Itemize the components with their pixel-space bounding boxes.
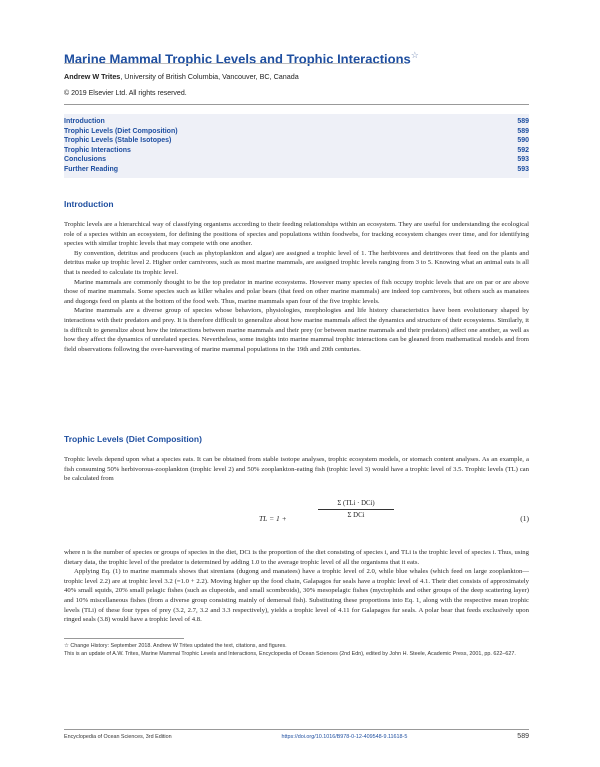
article-title-text: Marine Mammal Trophic Levels and Trophic Interactions: [64, 51, 411, 67]
author-name: Andrew W Trites: [64, 72, 121, 81]
diet-body-intro: [64, 455, 529, 484]
intro-paragraph: Marine mammals are commonly thought to be the top predator in marine ecosystems. However many species of fish occupy trophic levels that are on par or are above those of marine mammals. Some species such as killer whales and polar bears (that feed on other marine mammals) are indeed top carnivores, but others such as manatees and dugongs feed on plants at the bottom of the food web. Thus, marine mammals span four of the five trophic levels.: [64, 278, 529, 305]
doi-link[interactable]: https://doi.org/10.1016/B978-0-12-409548-9.11618-5: [281, 733, 408, 740]
footnote-change-history: ☆ Change History: September 2018. Andrew W Trites updated the text, citations, and figures.: [64, 643, 287, 649]
footnote-divider: [64, 638, 184, 639]
page-number: 589: [517, 733, 529, 740]
diet-paragraph: where n is the number of species or groups of species in the diet, DCi is the proportion of the diet consisting of species i, and TLi is the trophic level of species i. Thus, using dietary data, the trophic level of the predator is determined by adding 1.0 to the average trophic level of all the organisms that it eats.: [64, 549, 529, 566]
diet-paragraph: Trophic levels depend upon what a species eats. It can be obtained from stable isotope analyses, trophic ecosystem models, or stomach content analyses. As an example, a fish consuming 50% herbivorous-zooplankton (trophic level 2) and 50% zooplankton-eating fish (trophic level 3) would have a trophic level of 3.5. Trophic levels (TL) can be calculated from: [64, 456, 529, 483]
diet-paragraph: Applying Eq. (1) to marine mammals shows that sirenians (dugong and manatees) have a trophic level of 2.0, while blue whales (which feed on large zooplankton—trophic level 2.2) are at trophic level 3.2 (=1.0 + 2.2). Moving higher up the food chain, Galapagos fur seals have a trophic level of 4.1. Their diet consists of approximately 40% small squids, 20% small pelagic fishes (such as clupeoids, and small scombroids), 30% mesopelagic fishes (myctophids and other groups of the deep scattering layer) and 10% miscellaneous fishes (from a diverse group consisting mainly of demersal fish). Substituting these proportions into Eq. 1, along with the respective mean trophic levels (TLi) of these four types of prey (3.2, 2.7, 3.2 and 3.3 respectively), yields a trophic level of 4.11 for Galapagos fur seals. A polar bear that feeds exclusively upon ringed seals (3.8) would have a trophic level of 4.8.: [64, 568, 529, 624]
page-footer: [64, 733, 529, 740]
title-footnote-mark[interactable]: ☆: [410, 50, 419, 60]
toc-label: Introduction: [64, 118, 105, 125]
author-affiliation: , University of British Columbia, Vancouver, BC, Canada: [120, 72, 299, 81]
equation-1: [64, 497, 529, 545]
footer-divider: [64, 729, 529, 730]
intro-paragraph: Trophic levels are a hierarchical way of classifying organisms according to their feeding relationships within an ecosystem. They are useful for understanding the ecological role of a species within an ecosystem, for defining the positions of species and populations within foodwebs, for tracking ecosystem changes over time, and for identifying species with similar trophic levels that may compete with one another.: [64, 221, 529, 248]
diet-body-main: [64, 548, 529, 625]
footer-source: Encyclopedia of Ocean Sciences, 3rd Edition: [64, 733, 172, 740]
table-of-contents: [64, 114, 529, 178]
intro-paragraph: By convention, detritus and producers (such as phytoplankton and algae) are assigned a trophic level of 1. The herbivores and detritivores that feed on the plants and detritus make up trophic level 2. Higher order carnivores, such as most marine mammals, are assigned trophic levels ranging from 3 to 5. Knowing what an animal eats is all that is needed to calculate its trophic level.: [64, 249, 529, 276]
toc-label: Trophic Levels (Diet Composition): [64, 127, 178, 135]
section-heading-introduction: Introduction: [64, 199, 114, 209]
toc-page: 592: [517, 146, 529, 154]
toc-label: Conclusions: [64, 156, 107, 164]
toc-item-diet-composition[interactable]: [64, 127, 529, 137]
copyright-notice: © 2019 Elsevier Ltd. All rights reserved.: [64, 90, 187, 97]
introduction-body: [64, 220, 529, 354]
footnotes: [64, 642, 529, 658]
equation-fraction: [316, 500, 396, 519]
toc-page: 589: [517, 118, 529, 125]
toc-item-further-reading[interactable]: [64, 165, 529, 175]
title-divider: [64, 63, 404, 64]
toc-item-conclusions[interactable]: [64, 155, 529, 165]
equation-numerator: Σ (TLi · DCi): [337, 500, 375, 507]
toc-item-introduction[interactable]: [64, 117, 529, 127]
toc-label: Trophic Interactions: [64, 146, 131, 154]
toc-label: Further Reading: [64, 165, 119, 173]
section-heading-diet-composition: Trophic Levels (Diet Composition): [64, 434, 202, 444]
intro-paragraph: Marine mammals are a diverse group of species whose behaviors, physiologies, morphologies and life history characteristics have been evolutionary shaped by interactions with their predators and prey. It is therefore difficult to generalize about how marine mammals affect the dynamics and structure of their ecosystems. Similarly, it is difficult to generalize about how the interactions between marine mammals and their prey (or between marine mammals and their predators) affect one another, as well as how they affect the dynamics of unrelated species. Nevertheless, some insights into marine mammal trophic interactions can be gleaned from mathematical models and from field observations following the over-harvesting of marine mammal populations in the 19th and 20th centuries.: [64, 307, 529, 353]
author-line: [64, 72, 299, 81]
toc-page: 593: [517, 156, 529, 164]
toc-label: Trophic Levels (Stable Isotopes): [64, 137, 172, 145]
header-divider: [64, 104, 529, 105]
equation-number: (1): [520, 514, 529, 523]
toc-page: 590: [517, 137, 529, 145]
toc-item-stable-isotopes[interactable]: [64, 136, 529, 146]
toc-page: 589: [517, 127, 529, 135]
toc-page: 593: [517, 165, 529, 173]
footnote-update-note: This is an update of A.W. Trites, Marine Mammal Trophic Levels and Interactions, Encyclopedia of Ocean Sciences (2nd Edn), edited by John H. Steele, Academic Press, 2001, pp. 622–627.: [64, 651, 516, 657]
equation-lhs: TL = 1 +: [259, 514, 287, 523]
equation-denominator: Σ DCi: [347, 512, 365, 519]
toc-item-trophic-interactions[interactable]: [64, 146, 529, 156]
